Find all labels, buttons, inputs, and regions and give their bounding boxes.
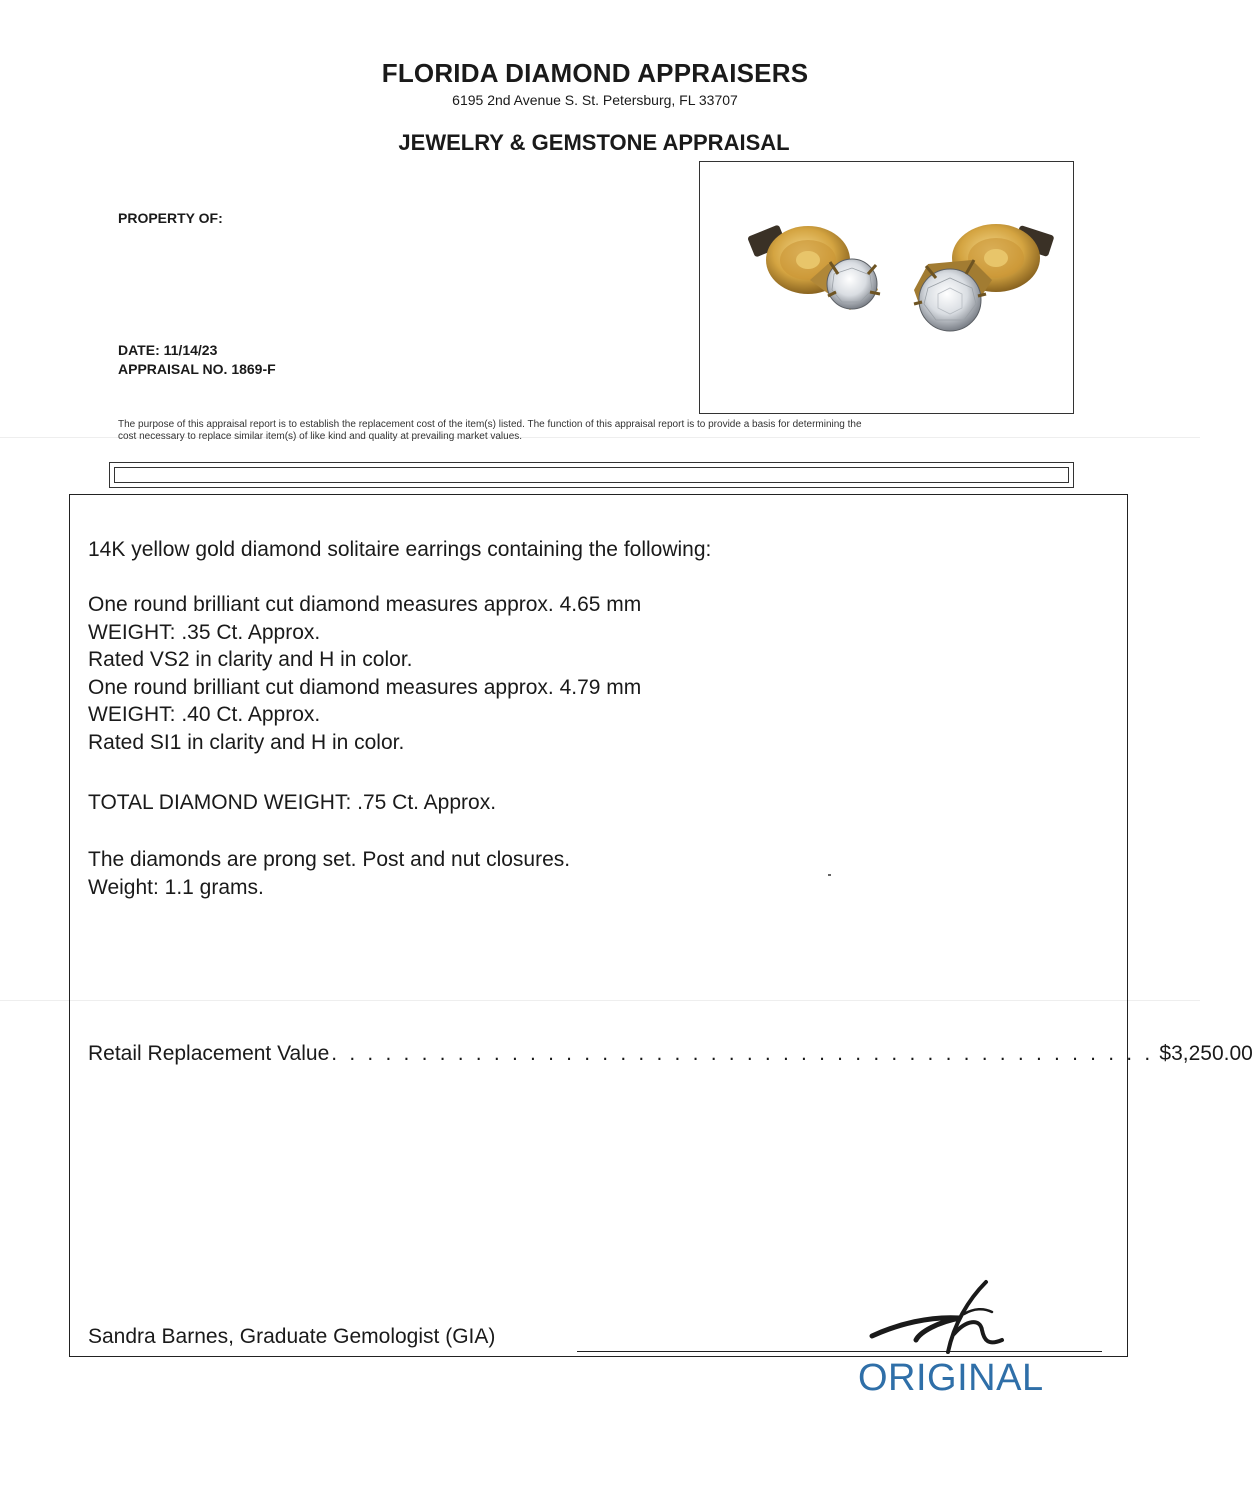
original-stamp: ORIGINAL xyxy=(858,1357,1044,1399)
value-label: Retail Replacement Value xyxy=(88,1042,330,1065)
signer-name: Sandra Barnes, Graduate Gemologist (GIA) xyxy=(88,1325,496,1348)
header-divider-inner xyxy=(114,467,1069,483)
stone-detail-line: Rated SI1 in clarity and H in color. xyxy=(88,730,405,754)
setting-line: The diamonds are prong set. Post and nut closures. xyxy=(88,848,571,871)
stone-detail-line: WEIGHT: .35 Ct. Approx. xyxy=(88,620,321,644)
appraisal-number-field xyxy=(118,361,276,377)
company-name: FLORIDA DIAMOND APPRAISERS xyxy=(381,58,809,88)
value-leader-dots: . . . . . . . . . . . . . . . . . . . . . . . . . . . . . . . . . . . . . . . . . . . . . . xyxy=(331,1042,1154,1065)
item-photo xyxy=(699,161,1074,414)
stone-detail-line: WEIGHT: .40 Ct. Approx. xyxy=(88,703,321,726)
value-amount: $3,250.00 xyxy=(1159,1042,1253,1065)
stone-detail-line: One round brilliant cut diamond measures approx. 4.65 mm xyxy=(88,593,642,616)
handwritten-signature xyxy=(868,1278,1028,1358)
purpose-statement xyxy=(118,419,1058,443)
purpose-line: The purpose of this appraisal report is to establish the replacement cost of the item(s) listed. The function of this appraisal report is to provide a basis for determining the xyxy=(118,419,862,430)
stone-detail-line: One round brilliant cut diamond measures approx. 4.79 mm xyxy=(88,675,642,699)
stone-detail-line: Rated VS2 in clarity and H in color. xyxy=(88,648,413,671)
date-field xyxy=(118,342,217,358)
stone-details xyxy=(88,591,641,756)
date-value: 11/14/23 xyxy=(163,342,218,358)
appraisal-number-label: APPRAISAL NO. xyxy=(118,361,228,377)
metal-weight-line: Weight: 1.1 grams. xyxy=(88,875,264,899)
retail-replacement-value-row xyxy=(88,1040,1253,1068)
property-of-label: PROPERTY OF: xyxy=(118,210,223,226)
item-intro: 14K yellow gold diamond solitaire earrings containing the following: xyxy=(88,538,712,561)
date-label: DATE: xyxy=(118,342,160,358)
header-divider-bar xyxy=(109,462,1074,488)
document-title: JEWELRY & GEMSTONE APPRAISAL xyxy=(398,130,790,155)
purpose-line: cost necessary to replace similar item(s) of like kind and quality at prevailing market values. xyxy=(118,431,523,442)
setting-details xyxy=(88,846,570,901)
appraisal-number-value: 1869-F xyxy=(231,361,276,377)
total-diamond-weight: TOTAL DIAMOND WEIGHT: .75 Ct. Approx. xyxy=(88,791,497,814)
scan-speck xyxy=(828,874,831,876)
diamond-stud-earrings-icon xyxy=(700,162,1073,413)
company-address: 6195 2nd Avenue S. St. Petersburg, FL 33707 xyxy=(452,92,738,108)
